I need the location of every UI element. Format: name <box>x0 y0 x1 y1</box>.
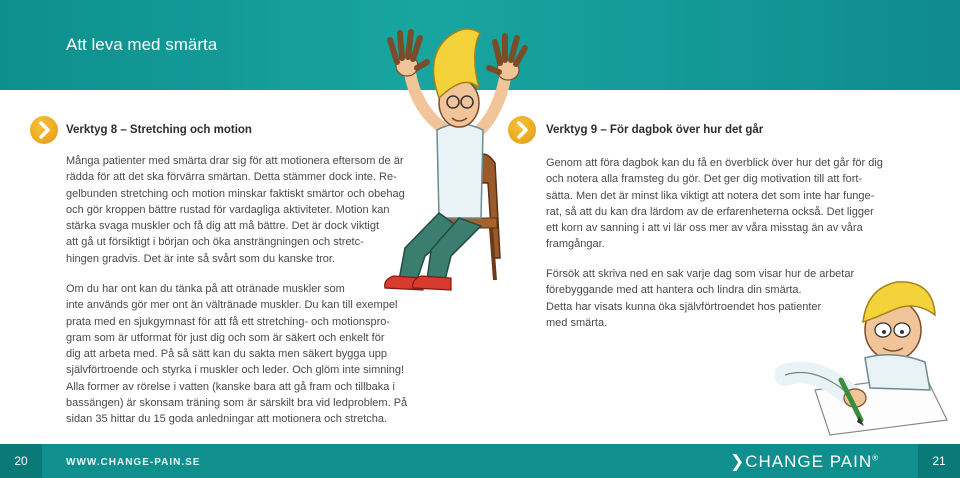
left-paragraph-1: Många patienter med smärta drar sig för att motionera eftersom de är rädda för att det ska förvärra smärtan. Detta stämmer dock inte. Re- gelbunden stretching och motion minskar faktiskt smärtor och obehag och gör kroppen bättre rustad för vardagliga aktiviteter. Motion kan stärka svaga muskler och få dig att må bättre. Det är dock viktigt att gå ut försiktigt i början och öka ansträngningen och stretc- hingen gradvis. Det är inte så svårt som du kanske tror. <box>66 155 405 265</box>
chevron-right-icon <box>30 116 58 144</box>
footer-band <box>0 444 960 478</box>
section-heading-tool-9: Verktyg 9 – För dagbok över hur det går <box>546 124 764 136</box>
logo-text: CHANGE PAIN <box>745 452 873 471</box>
stretching-man-illustration <box>355 18 530 300</box>
page-number-right: 21 <box>918 444 960 478</box>
writing-man-illustration <box>775 270 955 440</box>
page-number-left: 20 <box>0 444 42 478</box>
change-pain-logo <box>730 452 879 472</box>
right-paragraph-1: Genom att föra dagbok kan du få en överblick över hur det går för dig och notera alla framsteg du gör. Det ger dig motivation till att fort- sätta. Men det är minst lika viktigt att notera det som inte har funge- rat, så att du kan dra lärdom av de erfarenheterna också. Det ligger ett korn av sanning i att vi lär oss mer av våra misstag än av våra framgångar. <box>546 157 883 251</box>
chevron-right-icon <box>508 116 536 144</box>
logo-chevron-icon: ❯ <box>730 452 746 471</box>
logo-registered-mark: ® <box>872 453 880 463</box>
section-heading-tool-8: Verktyg 8 – Stretching och motion <box>66 124 252 136</box>
right-paragraph-2: Försök att skriva ned en sak varje dag som visar hur de arbetar förebyggande med att hantera och lindra din smärta. Detta har visats kunna öka självförtroendet hos patienter med smärta. <box>546 268 855 329</box>
left-paragraph-2: Om du har ont kan du tänka på att otränade muskler som inte används gör mer ont än vältränade muskler. Du kan till exempel prata med en sjukgymnast för att få ett stretching- och motionspro- gram som är utformat för just dig och som är säkert och enkelt för dig att arbeta med. På så sätt kan du sakta men säkert bygga upp självförtroende och styrka i muskler och leder. Och glöm inte simning! Alla former av rörelse i vatten (kanske bara att gå fram och tillbaka i bassängen) är skonsam träning som är särskilt bra vid ledproblem. På sidan 35 hittar du 15 goda anledningar att motionera och stretcha. <box>66 283 408 426</box>
page-title: Att leva med smärta <box>66 35 218 54</box>
website-url[interactable]: WWW.CHANGE-PAIN.SE <box>66 457 201 468</box>
